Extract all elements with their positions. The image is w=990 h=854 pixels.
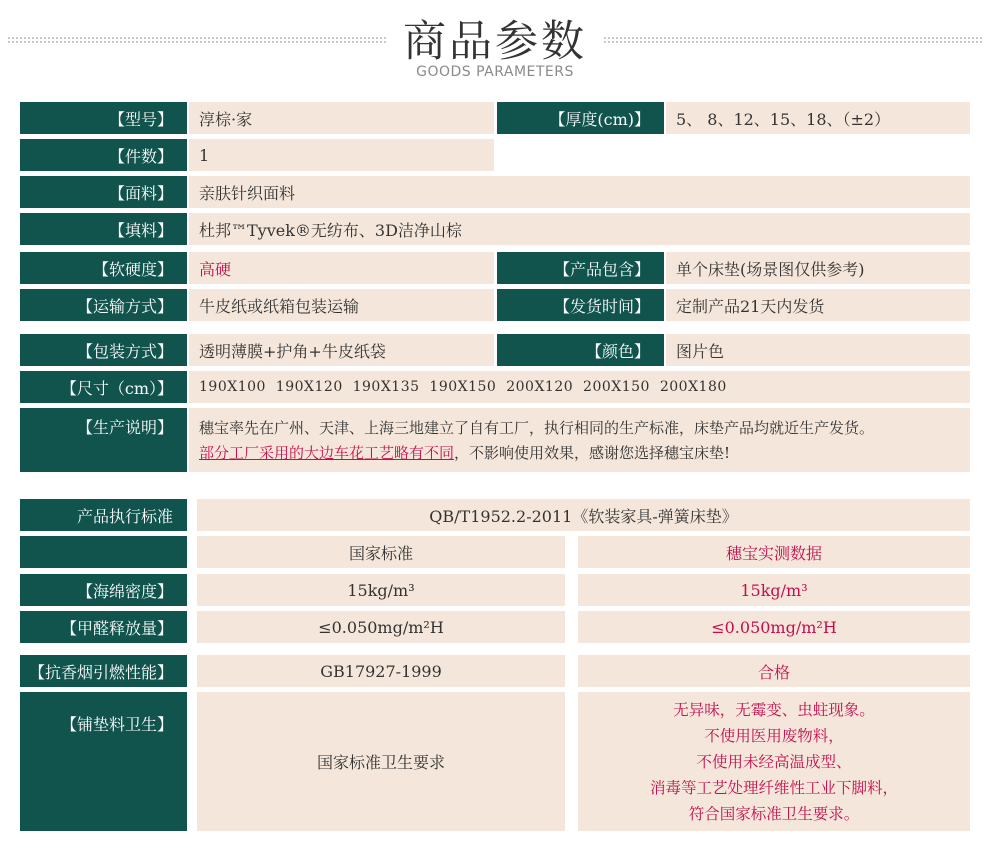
package-contents-label: 【产品包含】 — [497, 252, 664, 284]
page-title: 商品参数 — [403, 17, 587, 67]
formaldehyde-label: 【甲醛释放量】 — [20, 611, 187, 643]
exec-standard-label: 产品执行标准 — [20, 499, 187, 531]
thickness-value: 5、 8、12、15、18、（±2） — [666, 102, 970, 134]
fabric-value: 亲肤针织面料 — [189, 176, 970, 208]
production-note-line2 — [199, 441, 970, 466]
packing-label: 【包装方式】 — [20, 334, 187, 366]
column-header-spacer — [20, 536, 187, 568]
delivery-time-value: 定制产品21天内发货 — [666, 289, 970, 321]
cigarette-ignition-measured: 合格 — [578, 655, 970, 687]
fabric-label: 【面料】 — [20, 176, 187, 208]
cigarette-ignition-national: GB17927-1999 — [197, 655, 565, 687]
column-measured: 穗宝实测数据 — [578, 536, 970, 568]
filling-label: 【填料】 — [20, 213, 187, 245]
formaldehyde-measured: ≤0.050mg/m²H — [578, 611, 970, 643]
filling-value: 杜邦™Tyvek®无纺布、3D洁净山棕 — [189, 213, 970, 245]
pieces-value: 1 — [189, 139, 494, 171]
sponge-density-label: 【海绵密度】 — [20, 574, 187, 606]
thickness-label: 【厚度(cm)】 — [497, 102, 664, 134]
hygiene-measured-line: 不使用未经高温成型、 — [696, 752, 852, 771]
pieces-label: 【件数】 — [20, 139, 187, 171]
cigarette-ignition-label: 【抗香烟引燃性能】 — [20, 655, 187, 687]
color-value: 图片色 — [666, 334, 970, 366]
hygiene-measured-line: 消毒等工艺处理纤维性工业下脚料， — [649, 778, 898, 797]
sponge-density-measured: 15kg/m³ — [578, 574, 970, 606]
exec-standard-value: QB/T1952.2-2011《软装家具-弹簧床垫》 — [197, 499, 970, 531]
shipping-label: 【运输方式】 — [20, 289, 187, 321]
hygiene-national: 国家标准卫生要求 — [197, 692, 565, 831]
hygiene-label: 【铺垫料卫生】 — [20, 692, 187, 831]
shipping-value: 牛皮纸或纸箱包装运输 — [189, 289, 494, 321]
production-label: 【生产说明】 — [20, 408, 187, 472]
production-note-line2-rest: ，不影响使用效果，感谢您选择穗宝床垫! — [454, 444, 731, 462]
packing-value: 透明薄膜+护角+牛皮纸袋 — [189, 334, 494, 366]
package-contents-value: 单个床垫(场景图仅供参考) — [666, 252, 970, 284]
formaldehyde-national: ≤0.050mg/m²H — [197, 611, 565, 643]
page-subtitle: GOODS PARAMETERS — [416, 64, 574, 80]
production-note-link[interactable]: 部分工厂采用的大边车花工艺略有不同 — [199, 444, 455, 462]
size-value: 190X100 190X120 190X135 190X150 200X120 200X150 200X180 — [189, 371, 970, 403]
firmness-value: 高硬 — [189, 252, 494, 284]
model-value: 淳棕·家 — [189, 102, 494, 134]
production-note — [189, 408, 970, 472]
hygiene-measured-line: 无异味，无霉变、虫蛀现象。 — [673, 700, 875, 719]
production-note-line1: 穗宝率先在广州、天津、上海三地建立了自有工厂，执行相同的生产标准，床垫产品均就近生产发货。 — [199, 419, 875, 437]
color-label: 【颜色】 — [497, 334, 664, 366]
model-label: 【型号】 — [20, 102, 187, 134]
hygiene-measured-line: 不使用医用废物料， — [704, 726, 844, 745]
firmness-label: 【软硬度】 — [20, 252, 187, 284]
hygiene-measured-line: 符合国家标准卫生要求。 — [688, 804, 860, 823]
column-national: 国家标准 — [197, 536, 565, 568]
sponge-density-national: 15kg/m³ — [197, 574, 565, 606]
size-label: 【尺寸（cm）】 — [20, 371, 187, 403]
delivery-time-label: 【发货时间】 — [497, 289, 664, 321]
hygiene-measured — [578, 692, 970, 831]
